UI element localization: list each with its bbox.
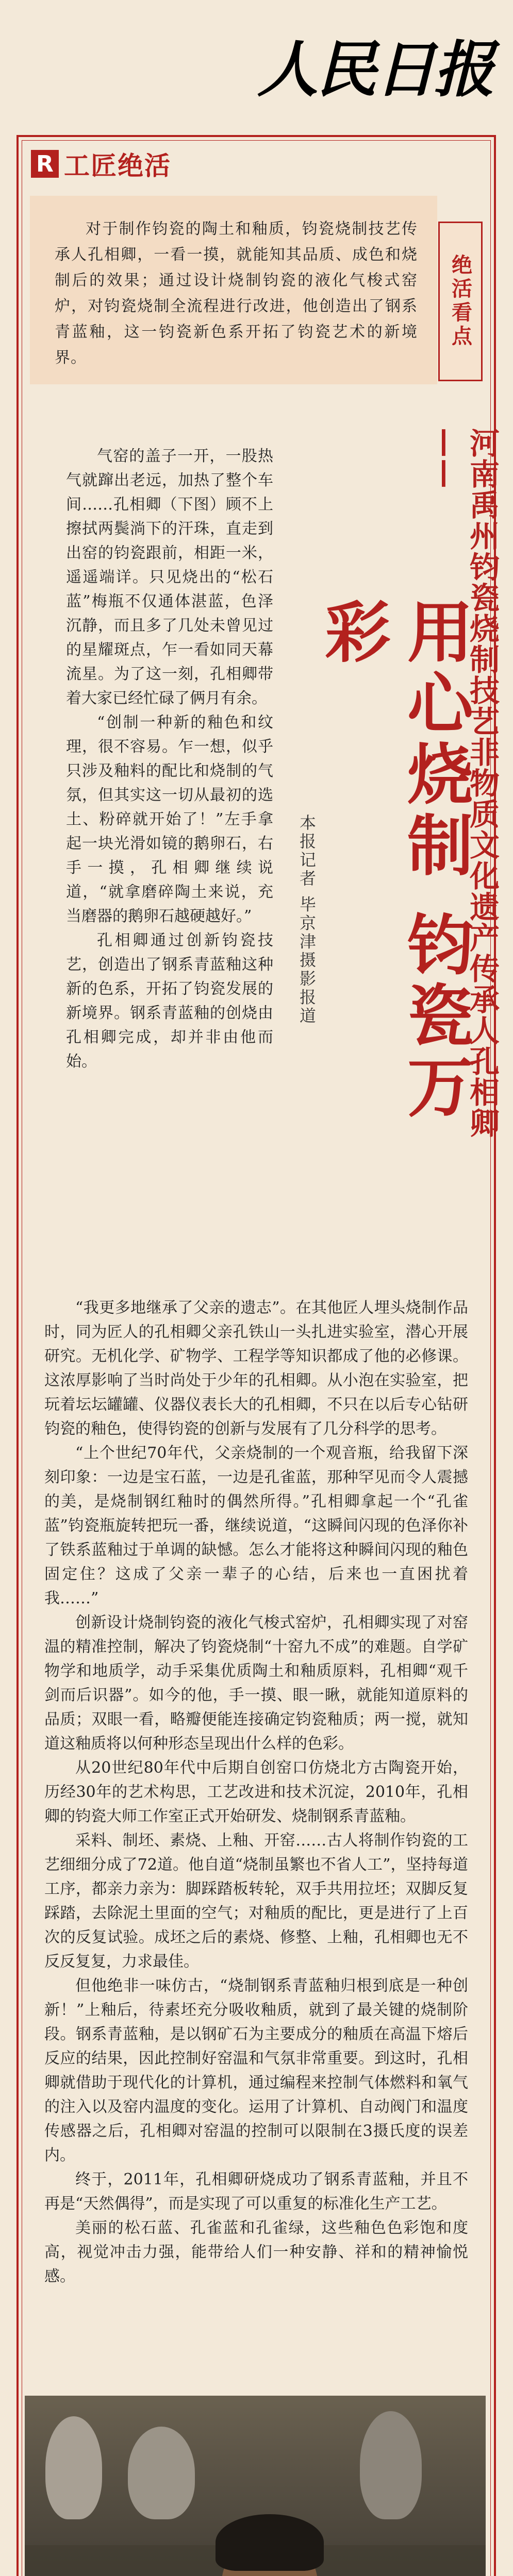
photo-vase <box>128 2427 195 2519</box>
paragraph: 从20世纪80年代中后期自创窑口仿烧北方古陶瓷开始，历经30年的艺术构思，工艺改进和技术沉淀，2010年，孔相卿的钧瓷大师工作室正式开始研发、烧制钢系青蓝釉。 <box>44 1759 468 1825</box>
column-name: 工匠绝活 <box>64 151 171 181</box>
photo-person-hair <box>216 2514 324 2571</box>
paragraph: “上个世纪70年代，父亲烧制的一个观音瓶，给我留下深刻印象：一边是宝石蓝，一边是孔雀蓝，那种罕见而令人震撼的美，是烧制钢红釉时的偶然所得。”孔相卿拿起一个“孔雀蓝”钧瓷瓶旋转把玩一番，继续说道，“这瞬间闪现的色泽你补了铁系蓝釉过于单调的缺憾。怎么才能将这种瞬间闪现的釉色固定住？这成了父亲一辈子的心结，后来也一直困扰着我……” <box>44 1444 468 1607</box>
article-title-text: 用心烧制 钧瓷万彩 <box>313 598 473 1124</box>
paragraph: “我更多地继承了父亲的遗志”。在其他匠人埋头烧制作品时，同为匠人的孔相卿父亲孔铁山一头扎进实验室，潜心开展研究。无机化学、矿物学、工程学等知识都成了他的必修课。这浓厚影响了当时尚处于少年的孔相卿。从小泡在实验室，把玩着坛坛罐罐、仪器仪表长大的孔相卿，不只在以后专心钻研钧瓷的釉色，使得钧瓷的创新与发展有了几分科学的思考。 <box>44 1299 468 1438</box>
intro-box <box>30 196 437 384</box>
article-subtitle-text: 河南禹州钧瓷烧制技艺非物质文化遗产传承人孔相卿—— <box>428 428 500 1139</box>
newspaper-masthead: 人民日报 <box>257 33 492 105</box>
paragraph: 但他绝非一味仿古，“烧制钢系青蓝釉归根到底是一种创新！”上釉后，待素坯充分吸收釉质，就到了最关键的烧制阶段。钢系青蓝釉，是以钢矿石为主要成分的釉质在高温下熔后反应的结果，因此控制好窑温和气氛非常重要。到这时，孔相卿就借助于现代化的计算机，通过编程来控制气体燃料和氧气的注入以及窑内温度的变化。运用了计算机、自动阀门和温度传感器之后，孔相卿对窑温的控制可以限制在3摄氏度的误差内。 <box>44 1977 468 2164</box>
paragraph: 孔相卿通过创新钧瓷技艺，创造出了钢系青蓝釉这种新的色系，开拓了钧瓷发展的新境界。钢系青蓝釉的创烧由孔相卿完成，却并非由他而始。 <box>66 931 273 1071</box>
highlight-label <box>438 222 483 381</box>
paragraph: 采料、制坯、素烧、上釉、开窑……古人将制作钧瓷的工艺细细分成了72道。他自道“烧制虽繁也不省人工”，坚持每道工序，都亲力亲为：脚踩踏板转轮，双手共用拉坯；双脚反复踩踏，去除泥土里面的空气；对釉质的配比，更是进行了上百次的反复试验。成坯之后的素烧、修整、上釉，孔相卿也无不反反复复，力求最佳。 <box>44 1832 468 1971</box>
paragraph: “创制一种新的釉色和纹理，很不容易。乍一想，似乎只涉及釉料的配比和烧制的气氛，但其实这一切从最初的选土、粉碎就开始了！”左手拿起一块光滑如镜的鹅卵石，右手一摸，孔相卿继续说道，“就拿磨碎陶土来说，充当磨器的鹅卵石越硬越好。” <box>66 714 273 925</box>
article-body-narrow <box>66 444 273 1074</box>
craftsman-photo <box>25 2396 486 2576</box>
article-body-wide <box>44 1296 468 2289</box>
intro-text: 对于制作钧瓷的陶土和釉质，钧瓷烧制技艺传承人孔相卿，一看一摸，就能知其品质、成色和烧制后的效果；通过设计烧制钧瓷的液化气梭式窑炉，对钧瓷烧制全流程进行改进，他创造出了钢系青蓝釉，这一钧瓷新色系开拓了钧瓷艺术的新境界。 <box>55 220 418 367</box>
column-logo-mark: R <box>31 150 59 178</box>
byline <box>278 814 335 1030</box>
paragraph: 美丽的松石蓝、孔雀蓝和孔雀绿，这些釉色色彩饱和度高，视觉冲击力强，能带给人们一种安静、祥和的精神愉悦感。 <box>44 2219 468 2285</box>
photo-vase <box>45 2416 102 2519</box>
article-title <box>313 598 473 1170</box>
paragraph: 创新设计烧制钧瓷的液化气梭式窑炉，孔相卿实现了对窑温的精准控制，解决了钧瓷烧制“十窑九不成”的难题。自学矿物学和地质学，动手采集优质陶土和釉质原料，孔相卿“观千剑而后识器”。如今的他，手一摸、眼一瞅，就能知道原料的品质；双眼一看，略瓣便能连接确定钧瓷釉质；两一搅，就知道这釉质将以何种形态呈现出什么样的色彩。 <box>44 1614 468 1753</box>
column-logo <box>31 145 171 182</box>
highlight-label-text: 绝活看点 <box>448 254 472 349</box>
paragraph: 终于，2011年，孔相卿研烧成功了钢系青蓝釉，并且不再是“天然偶得”，而是实现了可以重复的标准化生产工艺。 <box>44 2171 468 2213</box>
photo-vase <box>360 2411 422 2519</box>
paragraph: 气窑的盖子一开，一股热气就蹿出老远，加热了整个车间……孔相卿（下图）顾不上擦拭两鬓淌下的汗珠，直走到出窑的钧瓷跟前，相距一米，遥遥端详。只见烧出的“松石蓝”梅瓶不仅通体湛蓝，色泽沉静，而且多了几处未曾见过的星耀斑点，乍一看如同天幕流星。为了这一刻，孔相卿带着大家已经忙碌了俩月有余。 <box>66 447 273 707</box>
byline-reporter: 本报记者 毕京津摄影报道 <box>297 814 317 1026</box>
